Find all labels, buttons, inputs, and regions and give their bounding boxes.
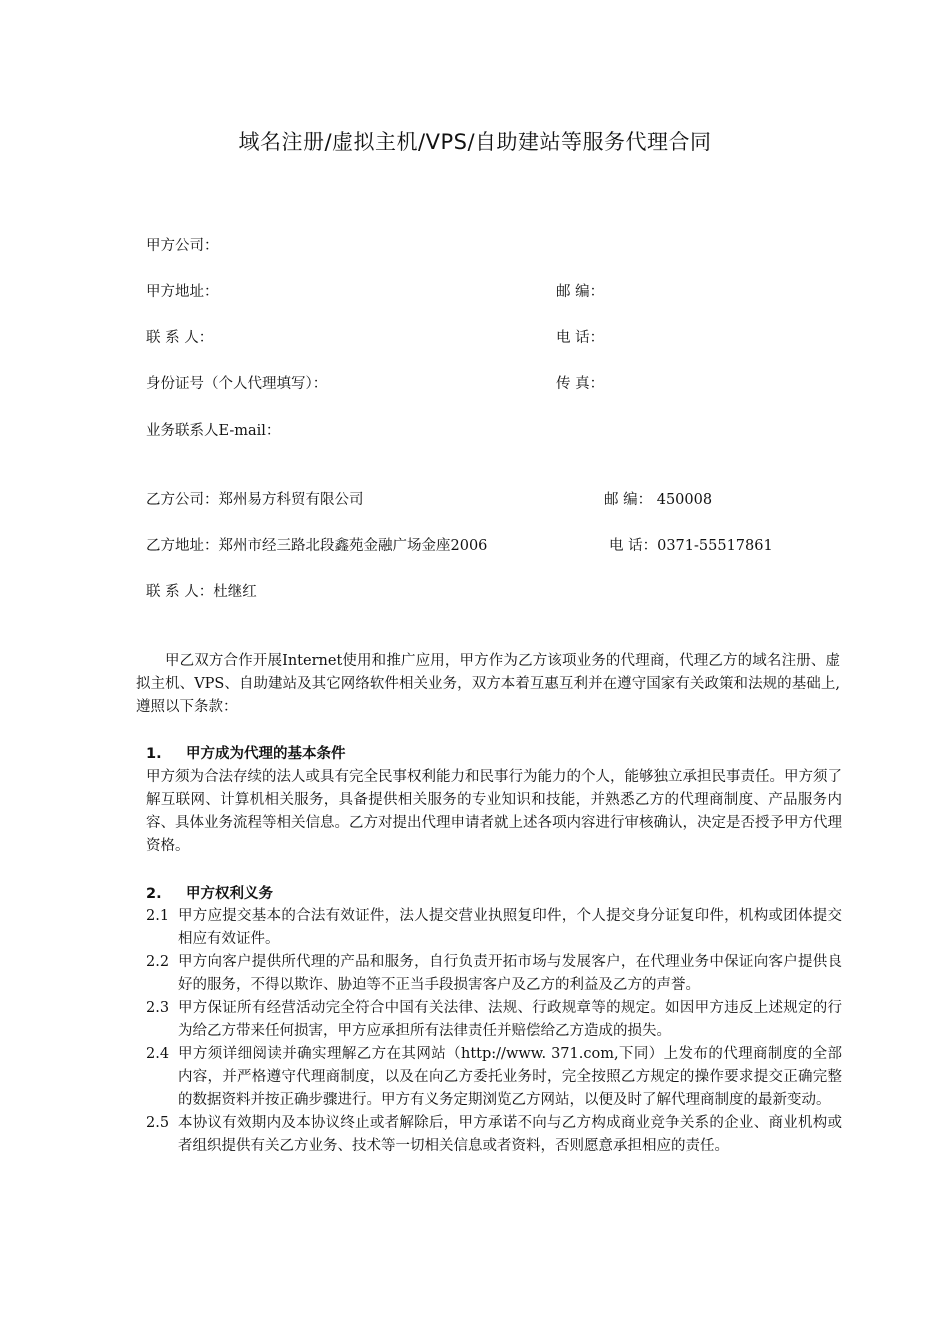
section-2-title: 甲方权利义务 xyxy=(186,886,273,902)
party-b-address: 乙方地址：郑州市经三路北段鑫苑金融广场金座2006 xyxy=(146,538,488,554)
party-b-contact: 联 系 人：杜继红 xyxy=(146,584,257,600)
party-b-company: 乙方公司：郑州易方科贸有限公司 xyxy=(146,492,364,508)
party-a-id-label: 身份证号（个人代理填写）： xyxy=(146,376,328,392)
item-number: 2.1 xyxy=(146,908,170,924)
list-item xyxy=(146,905,842,951)
party-a-zip-label: 邮 编： xyxy=(556,284,605,300)
page-title: 域名注册/虚拟主机/VPS/自助建站等服务代理合同 xyxy=(238,130,712,154)
party-b-phone: 电 话：0371-55517861 xyxy=(609,538,773,554)
section-1-number: 1. xyxy=(146,746,162,762)
item-text: 甲方须详细阅读并确实理解乙方在其网站（http://www. 371.com,下同）上发布的代理商制度的全部内容，并严格遵守代理商制度，以及在向乙方委托业务时，完全按照乙方规定的操作要求提交正确完整的数据资料并按正确步骤进行。甲方有义务定期浏览乙方网站，以便及时了解代理商制度的最新变动。 xyxy=(178,1046,842,1108)
intro-paragraph: 甲乙双方合作开展Internet使用和推广应用，甲方作为乙方该项业务的代理商，代理乙方的域名注册、虚拟主机、VPS、自助建站及其它网络软件相关业务，双方本着互惠互利并在遵守国家有关政策和法规的基础上,遵照以下条款： xyxy=(136,653,840,715)
list-item xyxy=(146,1043,842,1112)
section-1-title: 甲方成为代理的基本条件 xyxy=(186,746,346,762)
item-text: 甲方保证所有经营活动完全符合中国有关法律、法规、行政规章等的规定。如因甲方违反上述规定的行为给乙方带来任何损害，甲方应承担所有法律责任并赔偿给乙方造成的损失。 xyxy=(178,1000,842,1039)
party-a-address-label: 甲方地址： xyxy=(146,284,219,300)
item-number: 2.5 xyxy=(146,1115,170,1131)
item-text: 本协议有效期内及本协议终止或者解除后，甲方承诺不向与乙方构成商业竞争关系的企业、商业机构或者组织提供有关乙方业务、技术等一切相关信息或者资料，否则愿意承担相应的责任。 xyxy=(178,1115,842,1154)
section-2-heading xyxy=(146,884,273,904)
section-2-items xyxy=(146,905,842,1158)
party-a-email-label: 业务联系人E-mail： xyxy=(146,423,281,439)
section-1-body: 甲方须为合法存续的法人或具有完全民事权利能力和民事行为能力的个人，能够独立承担民事责任。甲方须了解互联网、计算机相关服务，具备提供相关服务的专业知识和技能，并熟悉乙方的代理商制度、产品服务内容、具体业务流程等相关信息。乙方对提出代理申请者就上述各项内容进行审核确认，决定是否授予甲方代理资格。 xyxy=(146,769,842,854)
list-item xyxy=(146,1112,842,1158)
item-number: 2.3 xyxy=(146,1000,170,1016)
section-1-heading xyxy=(146,744,346,764)
item-number: 2.2 xyxy=(146,954,170,970)
list-item xyxy=(146,951,842,997)
item-text: 甲方应提交基本的合法有效证件，法人提交营业执照复印件，个人提交身分证复印件，机构或团体提交相应有效证件。 xyxy=(178,908,842,947)
party-b-zip: 邮 编： 450008 xyxy=(604,492,713,508)
item-text: 甲方向客户提供所代理的产品和服务，自行负责开拓市场与发展客户，在代理业务中保证向客户提供良好的服务，不得以欺诈、胁迫等不正当手段损害客户及乙方的利益及乙方的声誉。 xyxy=(178,954,842,993)
item-number: 2.4 xyxy=(146,1046,170,1062)
party-a-contact-label: 联 系 人： xyxy=(146,330,214,346)
party-a-company-label: 甲方公司： xyxy=(146,238,219,254)
party-a-fax-label: 传 真： xyxy=(556,376,605,392)
list-item xyxy=(146,997,842,1043)
section-2-number: 2. xyxy=(146,886,162,902)
party-a-phone-label: 电 话： xyxy=(556,330,605,346)
